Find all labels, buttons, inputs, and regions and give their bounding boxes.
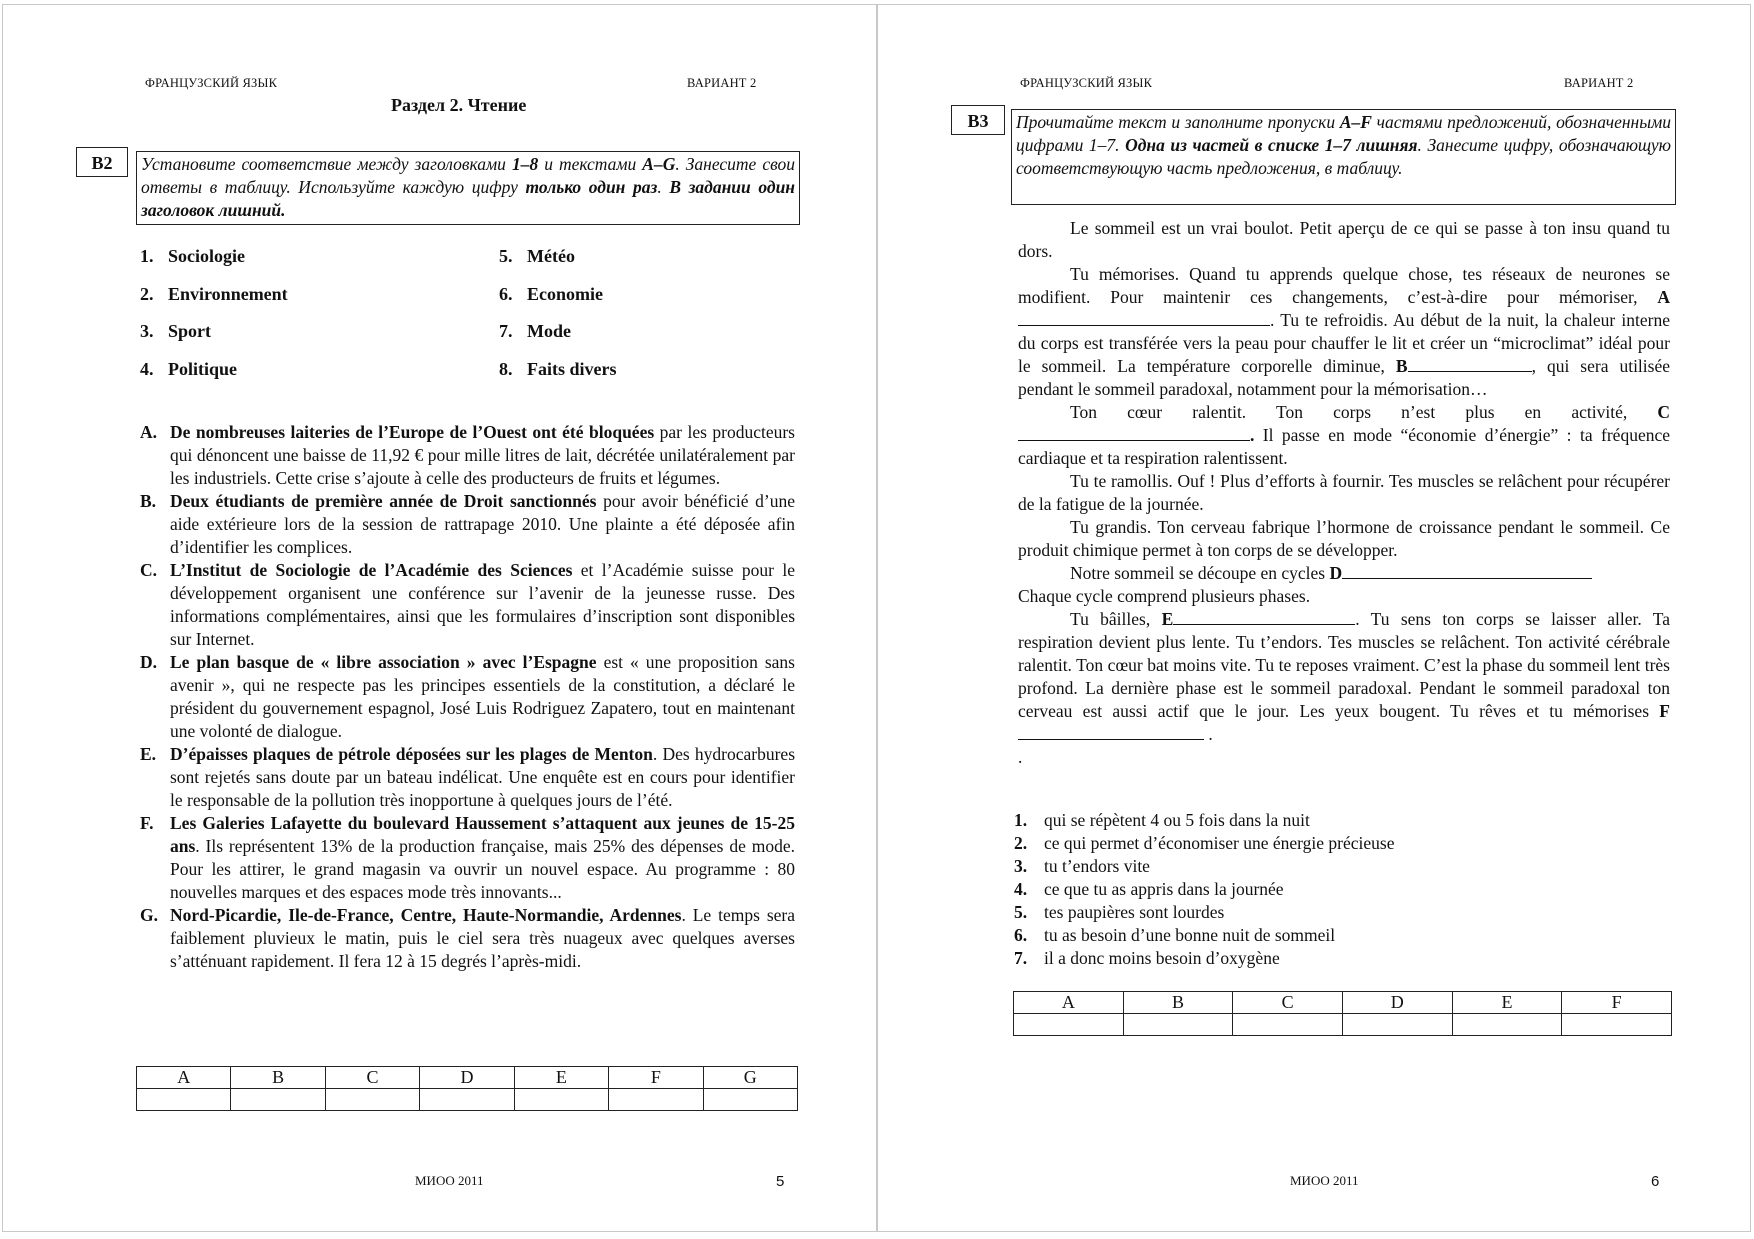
options-list bbox=[1014, 809, 1634, 970]
answer-column-header: D bbox=[420, 1067, 514, 1089]
page-header-subject: ФРАНЦУЗСКИЙ ЯЗЫК bbox=[145, 76, 278, 90]
paragraph: Notre sommeil se découpe en cycles D bbox=[1018, 562, 1670, 585]
paragraph: Tu bâilles, E . Tu sens ton corps se laisser aller. Ta respiration devient plus lente. Tu t’endors. Tes muscles se relâchent. Ton activité cérébrale ralentit. Ton cœur bat moins vite. Tu te reposes vraiment. C’est la phase du sommeil lent très profond. La dernière phase est le sommeil paradoxal. Pendant le sommeil paradoxal ton cerveau est aussi actif que le jour. Les yeux bougent. Tu rêves et tu mémorises F . bbox=[1018, 609, 1670, 744]
page-footer: МИОО 2011 bbox=[1290, 1173, 1359, 1188]
page-footer: МИОО 2011 bbox=[415, 1173, 484, 1188]
task-label: B2 bbox=[76, 147, 128, 177]
heading-item: 6. Economie bbox=[499, 284, 603, 304]
stray-dot: . bbox=[1018, 747, 1023, 767]
option-item: 1. qui se répètent 4 ou 5 fois dans la nuit bbox=[1014, 810, 1310, 830]
answer-column-header: A bbox=[1014, 992, 1124, 1014]
text-item-g: G. Nord-Picardie, Ile-de-France, Centre, Haute-Normandie, Ardennes. Le temps sera faiblement pluvieux le matin, puis le ciel sera très nuageux avec quelques averses s’atténuant rapidement. Il fera 12 à 15 degrés l’après-midi. bbox=[140, 905, 796, 971]
answer-cell[interactable] bbox=[1342, 1014, 1452, 1036]
page-header-variant: ВАРИАНТ 2 bbox=[1564, 76, 1634, 90]
task-label: B3 bbox=[951, 105, 1005, 135]
answer-column-header: F bbox=[1562, 992, 1672, 1014]
heading-item: 4. Politique bbox=[140, 359, 238, 379]
text-item-c: C. L’Institut de Sociologie de l’Académie des Sciences et l’Académie suisse pour le développement organisent une conférence sur l’avenir de la jeunesse russe. Des informations complémentaires, ainsi que les formulaires d’inscription sont disponibles sur Internet. bbox=[140, 560, 795, 649]
option-item: 6. tu as besoin d’une bonne nuit de sommeil bbox=[1014, 925, 1336, 945]
page-header-subject: ФРАНЦУЗСКИЙ ЯЗЫК bbox=[1020, 76, 1153, 90]
option-item: 4. ce que tu as appris dans la journée bbox=[1014, 879, 1284, 899]
answer-cell[interactable] bbox=[1014, 1014, 1124, 1036]
heading-item: 5. Météo bbox=[499, 246, 575, 266]
texts-list bbox=[140, 421, 795, 973]
option-item: 7. il a donc moins besoin d’oxygène bbox=[1014, 948, 1280, 968]
heading-item: 2. Environnement bbox=[140, 284, 288, 304]
text-item-d: D. Le plan basque de « libre association » avec l’Espagne est « une proposition sans avenir », qui ne respecte pas les principes essentiels de la constitution, a déclaré le président du gouvernement espagnol, José Luis Rodriguez Zapatero, tout en maintenant une volonté de dialogue. bbox=[140, 652, 795, 741]
answer-cell[interactable] bbox=[514, 1089, 608, 1111]
answer-cell[interactable] bbox=[1233, 1014, 1343, 1036]
answer-cell[interactable] bbox=[137, 1089, 231, 1111]
answer-cell[interactable] bbox=[703, 1089, 797, 1111]
answer-cell[interactable] bbox=[1123, 1014, 1233, 1036]
heading-item: 3. Sport bbox=[140, 321, 212, 341]
text-item-f: F. Les Galeries Lafayette du boulevard Haussement s’attaquent aux jeunes de 15-25 ans. Ils représentent 13% de la production française, mais 25% des dépenses de mode. Pour les attirer, le grand magasin va ouvrir un nouvel espace. Au programme : 80 nouvelles marques et des espaces mode très innovants... bbox=[140, 813, 795, 902]
gap-d-blank[interactable] bbox=[1342, 564, 1592, 579]
page-header-variant: ВАРИАНТ 2 bbox=[687, 76, 757, 90]
heading-item: 7. Mode bbox=[499, 321, 571, 341]
answer-table bbox=[1013, 991, 1672, 1036]
answer-table-header-row bbox=[1014, 992, 1672, 1014]
answer-column-header: A bbox=[137, 1067, 231, 1089]
answer-column-header: B bbox=[231, 1067, 325, 1089]
paragraph: Le sommeil est un vrai boulot. Petit aperçu de ce qui se passe à ton insu quand tu dors. bbox=[1018, 218, 1670, 261]
gap-f-blank[interactable] bbox=[1018, 725, 1204, 740]
answer-table-input-row bbox=[1014, 1014, 1672, 1036]
page-right bbox=[877, 4, 1751, 1232]
page-number: 5 bbox=[776, 1173, 785, 1190]
answer-column-header: E bbox=[1452, 992, 1562, 1014]
task-instruction: Прочитайте текст и заполните пропуски A–F частями предложений, обозначенными цифрами 1–7. Одна из частей в списке 1–7 лишняя. Занесите цифру, обозначающую соответствующую часть предложения, в таблицу. bbox=[1011, 109, 1676, 205]
answer-table bbox=[136, 1066, 798, 1111]
paragraph: Tu mémorises. Quand tu apprends quelque chose, tes réseaux de neurones se modifient. Pour maintenir ces changements, c’est-à-dire pour mémoriser, A. Tu te refroidis. Au début de la nuit, la chaleur interne du corps est transférée vers la peau pour chauffer le lit et créer un “microclimat” idéal pour le sommeil. La température corporelle diminue, B , qui sera utilisée pendant le sommeil paradoxal, notamment pour la mémorisation… bbox=[1018, 264, 1670, 399]
option-item: 2. ce qui permet d’économiser une énergie précieuse bbox=[1014, 833, 1395, 853]
answer-cell[interactable] bbox=[1562, 1014, 1672, 1036]
answer-cell[interactable] bbox=[420, 1089, 514, 1111]
answer-column-header: G bbox=[703, 1067, 797, 1089]
text-item-e: E. D’épaisses plaques de pétrole déposées sur les plages de Menton. Des hydrocarbures sont rejetés sans doute par un bateau indélicat. Une enquête est en cours pour identifier le responsable de la pollution très inopportune à quelques jours de l’été. bbox=[140, 744, 795, 810]
answer-cell[interactable] bbox=[1452, 1014, 1562, 1036]
answer-column-header: E bbox=[514, 1067, 608, 1089]
gap-e-blank[interactable] bbox=[1173, 610, 1355, 625]
page-number: 6 bbox=[1651, 1173, 1660, 1190]
answer-column-header: B bbox=[1123, 992, 1233, 1014]
answer-cell[interactable] bbox=[609, 1089, 703, 1111]
page-left bbox=[2, 4, 877, 1232]
task-instruction: Установите соответствие между заголовками 1–8 и текстами A–G. Занесите свои ответы в таблицу. Используйте каждую цифру только один раз. В задании один заголовок лишний. bbox=[136, 151, 800, 225]
gap-a-blank[interactable] bbox=[1018, 311, 1270, 326]
text-item-b: B. Deux étudiants de première année de Droit sanctionnés pour avoir bénéficié d’une aide extérieure lors de la session de rattrapage 2010. Une plainte a été déposée afin d’identifier les complices. bbox=[140, 491, 795, 557]
section-title: Раздел 2. Чтение bbox=[391, 95, 527, 115]
gap-c-blank[interactable] bbox=[1018, 426, 1250, 441]
answer-table-header-row bbox=[137, 1067, 798, 1089]
answer-column-header: C bbox=[325, 1067, 419, 1089]
gap-b-blank[interactable] bbox=[1408, 357, 1532, 372]
answer-cell[interactable] bbox=[231, 1089, 325, 1111]
paragraph: Tu grandis. Ton cerveau fabrique l’hormone de croissance pendant le sommeil. Ce produit chimique permet à ton corps de se développer. bbox=[1018, 517, 1670, 560]
text-item-a: A. De nombreuses laiteries de l’Europe de l’Ouest ont été bloquées par les producteurs qui dénoncent une baisse de 11,92 € pour mille litres de lait, décrétée unilatéralement par les industriels. Cette crise s’ajoute à celle des producteurs de fruits et légumes. bbox=[140, 422, 795, 488]
reading-text bbox=[1018, 217, 1670, 769]
answer-column-header: D bbox=[1342, 992, 1452, 1014]
answer-column-header: C bbox=[1233, 992, 1343, 1014]
paragraph: Chaque cycle comprend plusieurs phases. bbox=[1018, 586, 1311, 606]
answer-cell[interactable] bbox=[325, 1089, 419, 1111]
heading-item: 1. Sociologie bbox=[140, 246, 245, 266]
option-item: 5. tes paupières sont lourdes bbox=[1014, 902, 1225, 922]
answer-table-input-row bbox=[137, 1089, 798, 1111]
heading-item: 8. Faits divers bbox=[499, 359, 617, 379]
answer-column-header: F bbox=[609, 1067, 703, 1089]
paragraph: Tu te ramollis. Ouf ! Plus d’efforts à fournir. Tes muscles se relâchent pour récupérer de la fatigue de la journée. bbox=[1018, 471, 1670, 514]
option-item: 3. tu t’endors vite bbox=[1014, 856, 1150, 876]
paragraph: Ton cœur ralentit. Ton corps n’est plus en activité, C. Il passe en mode “économie d’énergie” : ta fréquence cardiaque et ta respiration ralentissent. bbox=[1018, 402, 1670, 468]
